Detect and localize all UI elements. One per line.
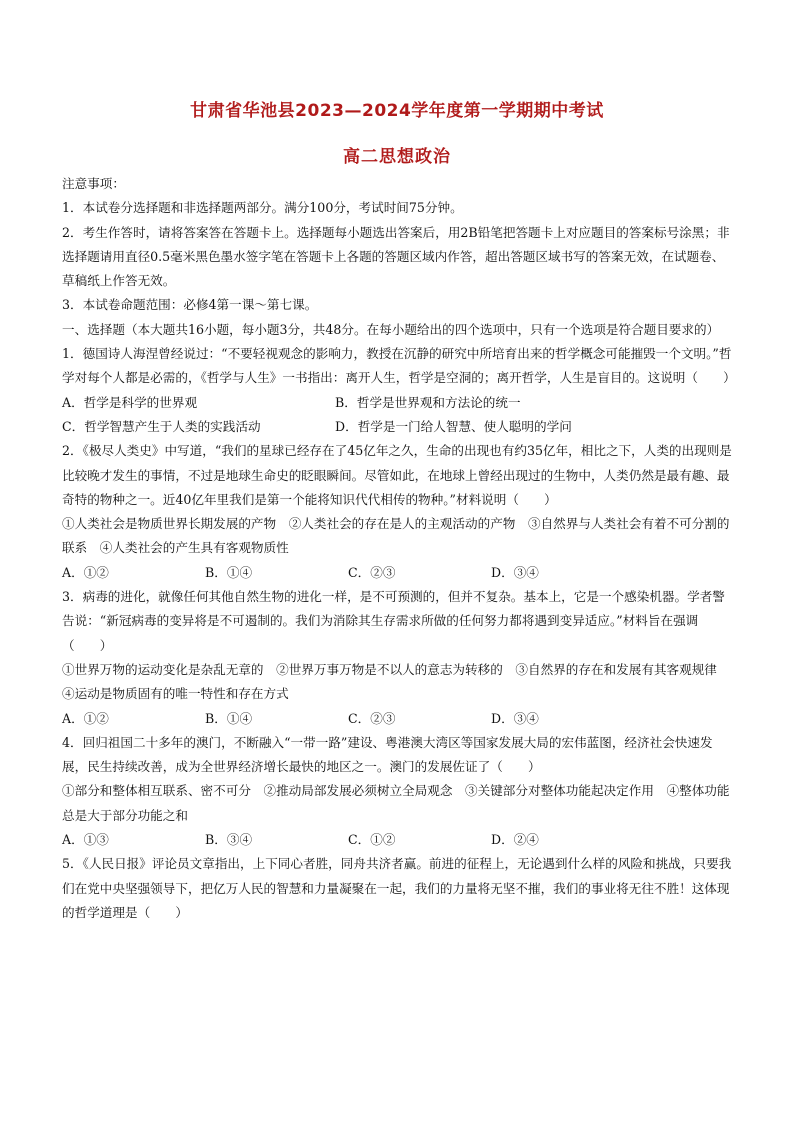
question-stem: 3．病毒的进化，就像任何其他自然生物的进化一样，是不可预测的，但并不复杂。基本上，它是一个感染机器。学者警告说：“新冠病毒的变异将是不可遏制的。我们为消除其生存需求所做的任何努力都将遇到变异适应。”材料旨在强调（ ） (62, 589, 725, 653)
option: A．①③ (62, 832, 109, 848)
option: D．②④ (491, 832, 539, 848)
option: B．哲学是世界观和方法论的统一 (335, 394, 521, 410)
option: B．①④ (205, 564, 253, 580)
question-stem: 2．《极尽人类史》中写道，“我们的星球已经存在了45亿年之久，生命的出现也有约35亿年，相比之下，人类的出现则是比较晚才发生的事情，不过是地球生命史的眨眼瞬间。尽管如此，在地球上曾经出现过的生物中，人类仍然是最有趣、最奇特的物种之一。近40亿年里我们是第一个能将知识代代相传的物种。”材料说明（ ） (62, 443, 732, 507)
notice-item: 2．考生作答时，请将答案答在答题卡上。选择题每小题选出答案后，用2B铅笔把答题卡上对应题目的答案标号涂黑；非选择题请用直径0.5毫米黑色墨水签字笔在答题卡上各题的答题区域内作答，超出答题区域书写的答案无效，在试题卷、草稿纸上作答无效。 (62, 224, 730, 289)
option: D．③④ (491, 710, 539, 726)
option: B．①④ (205, 710, 253, 726)
question-stem: 4．回归祖国二十多年的澳门，不断融入“一带一路”建设、粤港澳大湾区等国家发展大局的宏伟蓝图，经济社会快速发展，民生持续改善，成为全世界经济增长最快的地区之一。澳门的发展佐证了（ ） (62, 734, 713, 775)
notice-item: 1．本试卷分选择题和非选择题两部分。满分100分，考试时间75分钟。 (62, 200, 463, 216)
option: C．②③ (348, 710, 396, 726)
exam-title: 甘肃省华池县2023—2024学年度第一学期期中考试 (190, 101, 604, 121)
option: C．①② (348, 832, 396, 848)
exam-body (62, 172, 734, 925)
option: A．①② (62, 710, 109, 726)
option: D．哲学是一门给人智慧、使人聪明的学问 (335, 418, 572, 434)
question-statements: ①人类社会是物质世界长期发展的产物 ②人类社会的存在是人的主观活动的产物 ③自然界与人类社会有着不可分割的联系 ④人类社会的产生具有客观物质性 (62, 516, 730, 556)
question-options (62, 391, 734, 415)
notice-item: 3．本试卷命题范围：必修4第一课～第七课。 (62, 297, 318, 313)
section-heading: 一、选择题（本大题共16小题，每小题3分，共48分。在每小题给出的四个选项中，只有一个选项是符合题目要求的） (62, 321, 720, 337)
question-options (62, 707, 734, 731)
option: A．哲学是科学的世界观 (62, 394, 198, 410)
notice-heading: 注意事项： (62, 176, 125, 191)
option: C．哲学智慧产生于人类的实践活动 (62, 418, 261, 434)
question-stem: 5．《人民日报》评论员文章指出，上下同心者胜，同舟共济者赢。前进的征程上，无论遇到什么样的风险和挑战，只要我们在党中央坚强领导下，把亿万人民的智慧和力量凝聚在一起，我们的力量将无坚不摧，我们的事业将无往不胜！这体现的哲学道理是（ ） (62, 856, 732, 920)
option: A．①② (62, 564, 109, 580)
exam-subject: 高二思想政治 (343, 147, 451, 167)
option: B．③④ (205, 832, 253, 848)
question-options (62, 561, 734, 585)
question-statements: ①世界万物的运动变化是杂乱无章的 ②世界万事万物是不以人的意志为转移的 ③自然界的存在和发展有其客观规律 ④运动是物质固有的唯一特性和存在方式 (62, 661, 730, 702)
option: C．②③ (348, 564, 396, 580)
option: D．③④ (491, 564, 539, 580)
question-stem: 1．德国诗人海涅曾经说过：“不要轻视观念的影响力，教授在沉静的研究中所培育出来的哲学概念可能摧毁一个文明。”哲学对每个人都是必需的，《哲学与人生》一书指出：离开人生，哲学是空洞的；离开哲学，人生是盲目的。这说明（ ） (62, 346, 736, 386)
question-statements: ①部分和整体相互联系、密不可分 ②推动局部发展必须树立全局观念 ③关键部分对整体功能起决定作用 ④整体功能总是大于部分功能之和 (62, 783, 730, 823)
question-options (62, 415, 734, 439)
question-options (62, 828, 734, 852)
